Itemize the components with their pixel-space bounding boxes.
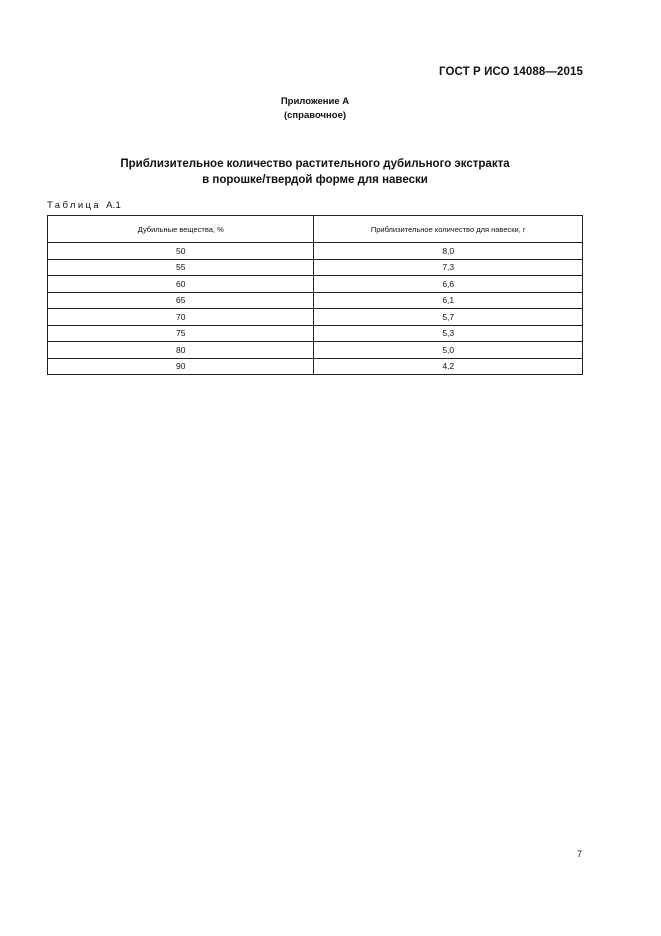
table-row	[48, 325, 583, 342]
cell-tannins: 60	[48, 276, 314, 293]
cell-amount: 5,0	[314, 342, 583, 359]
column-header-sample-amount: Приблизительное количество для навески, г	[314, 216, 583, 243]
cell-amount: 6,1	[314, 292, 583, 309]
cell-amount: 7,3	[314, 259, 583, 276]
cell-amount: 5,7	[314, 309, 583, 326]
table-row	[48, 243, 583, 260]
page-number: 7	[577, 849, 583, 859]
table-row	[48, 259, 583, 276]
table-row	[48, 292, 583, 309]
appendix-heading	[0, 95, 630, 123]
cell-tannins: 90	[48, 358, 314, 375]
table-caption	[47, 200, 121, 211]
cell-tannins: 70	[48, 309, 314, 326]
table-row	[48, 309, 583, 326]
table-row	[48, 276, 583, 293]
cell-amount: 8,0	[314, 243, 583, 260]
table-row	[48, 342, 583, 359]
table-caption-word: Таблица	[47, 200, 102, 211]
cell-amount: 6,6	[314, 276, 583, 293]
table-row	[48, 358, 583, 375]
table-caption-number: А.1	[106, 200, 121, 211]
cell-amount: 5,3	[314, 325, 583, 342]
standard-designation: ГОСТ Р ИСО 14088—2015	[438, 66, 583, 78]
title-line-1: Приблизительное количество растительного дубильного экстракта	[120, 158, 510, 170]
cell-tannins: 55	[48, 259, 314, 276]
cell-tannins: 80	[48, 342, 314, 359]
document-title	[0, 156, 630, 188]
cell-amount: 4,2	[314, 358, 583, 375]
data-table	[47, 215, 583, 375]
cell-tannins: 65	[48, 292, 314, 309]
cell-tannins: 75	[48, 325, 314, 342]
title-line-2: в порошке/твердой форме для навески	[202, 174, 428, 186]
column-header-tannins: Дубильные вещества, %	[48, 216, 314, 243]
appendix-label: Приложение А	[280, 96, 350, 107]
appendix-type: (справочное)	[283, 110, 347, 121]
table-header-row	[48, 216, 583, 243]
cell-tannins: 50	[48, 243, 314, 260]
